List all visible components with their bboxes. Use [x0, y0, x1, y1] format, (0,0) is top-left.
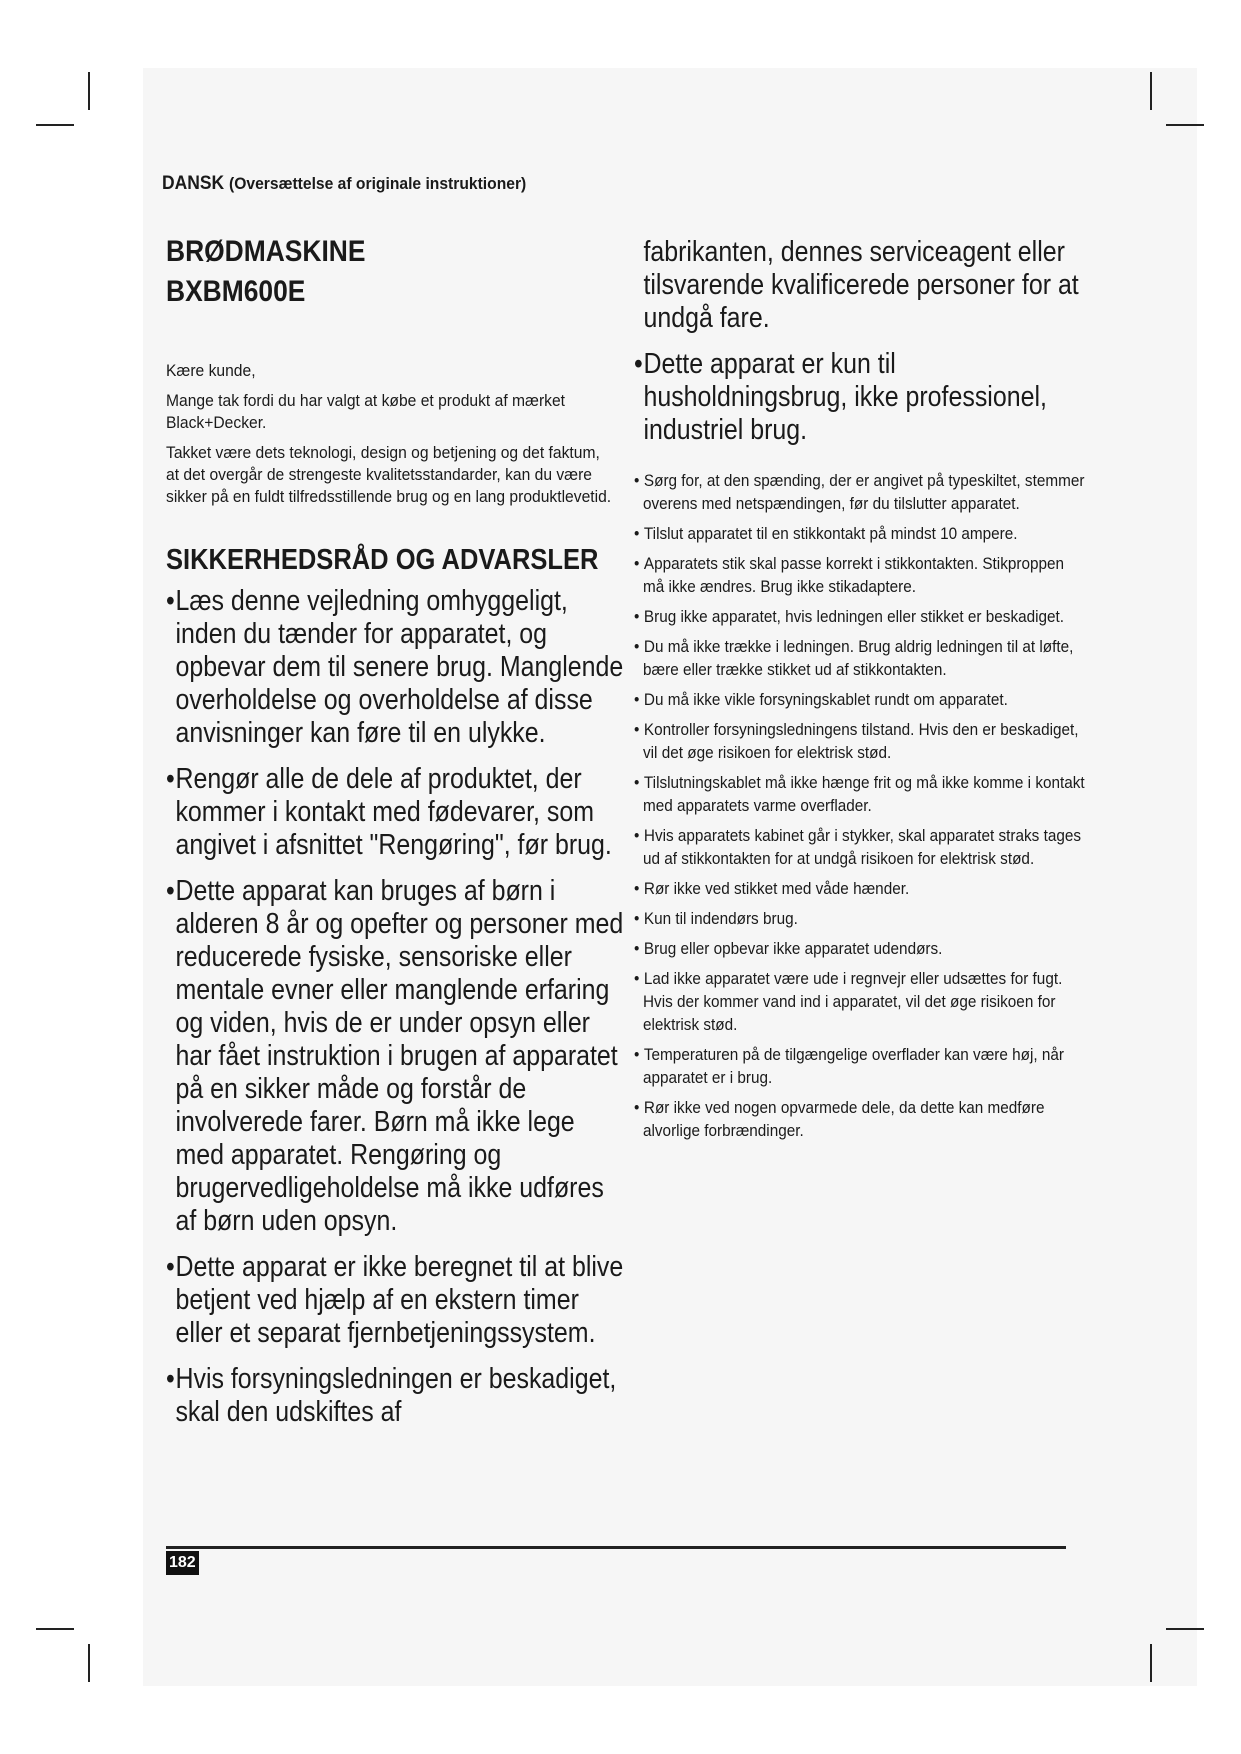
bullet-icon: •	[634, 1098, 640, 1117]
bullet-text: Hvis forsyningsledningen er beskadiget, skal den udskiftes af	[175, 1363, 617, 1428]
bullet-text: Læs denne vejledning omhyggeligt, inden du tænder for apparatet, og opbevar dem til senere brug. Manglende overholdelse og overholdelse af disse anvisninger kan føre til en ulykke.	[175, 585, 624, 749]
bullet-text: Rør ikke ved nogen opvarmede dele, da dette kan medføre alvorlige forbrændinger.	[643, 1098, 1045, 1140]
bullet-icon: •	[634, 524, 640, 543]
safety-bullet-small	[634, 967, 1089, 1036]
bullet-icon: •	[634, 554, 640, 573]
bullet-text: Brug ikke apparatet, hvis ledningen eller stikket er beskadiget.	[643, 607, 1065, 626]
bullet-text: Du må ikke trække i ledningen. Brug aldrig ledningen til at løfte, bære eller trække stikket ud af stikkontakten.	[643, 637, 1074, 679]
left-column	[166, 232, 624, 1442]
bullet-text: Hvis apparatets kabinet går i stykker, skal apparatet straks tages ud af stikkontakten for at undgå risikoen for elektrisk stød.	[643, 826, 1082, 868]
bullet-text: Kontroller forsyningsledningens tilstand. Hvis den er beskadiget, vil det øge risikoen for elektrisk stød.	[643, 720, 1079, 762]
safety-bullet-small	[634, 1043, 1089, 1089]
bullet-text: Lad ikke apparatet være ude i regnvejr eller udsættes for fugt. Hvis der kommer vand ind i apparatet, vil det øge risikoen for elektrisk stød.	[643, 969, 1063, 1034]
crop-mark	[1150, 72, 1152, 110]
safety-bullet-small	[634, 469, 1089, 515]
safety-bullet	[166, 1251, 624, 1350]
continuation-text: fabrikanten, dennes serviceagent eller tilsvarende kvalificerede personer for at undgå fare.	[643, 236, 1079, 334]
bullet-text: Temperaturen på de tilgængelige overflader kan være høj, når apparatet er i brug.	[643, 1045, 1065, 1087]
bullet-icon: •	[166, 585, 175, 617]
page-number: 182	[166, 1551, 199, 1575]
bullet-icon: •	[166, 1251, 175, 1283]
crop-mark	[1166, 124, 1204, 126]
crop-mark	[1166, 1628, 1204, 1630]
safety-bullet	[166, 1363, 624, 1429]
bullet-text: Rengør alle de dele af produktet, der kommer i kontakt med fødevarer, som angivet i afsnittet "Rengøring", før brug.	[175, 763, 612, 861]
section-title: SIKKERHEDSRÅD OG ADVARSLER	[166, 544, 599, 576]
bullet-icon: •	[634, 879, 640, 898]
bullet-text: Dette apparat er ikke beregnet til at blive betjent ved hjælp af en ekstern timer eller et separat fjernbetjeningssystem.	[175, 1251, 624, 1349]
bullet-text: Kun til indendørs brug.	[643, 909, 798, 928]
bullet-icon: •	[634, 348, 643, 380]
safety-bullet-small	[634, 1096, 1089, 1142]
product-name: BRØDMASKINE	[166, 235, 366, 268]
safety-bullet	[166, 875, 624, 1238]
safety-bullet-small	[634, 552, 1089, 598]
crop-mark	[36, 1628, 74, 1630]
bullet-icon: •	[166, 1363, 175, 1395]
bullet-icon: •	[634, 637, 640, 656]
safety-bullet-small	[634, 605, 1089, 628]
safety-bullet-small	[634, 688, 1089, 711]
bullet-icon: •	[166, 875, 175, 907]
crop-mark	[88, 72, 90, 110]
safety-bullet-small	[634, 937, 1089, 960]
bullet-text: Tilslutningskablet må ikke hænge frit og må ikke komme i kontakt med apparatets varme overflader.	[643, 773, 1085, 815]
bullet-icon: •	[166, 763, 175, 795]
header-subtitle: (Oversættelse af originale instruktioner)	[229, 174, 527, 193]
safety-bullet-small	[634, 635, 1089, 681]
right-column	[634, 236, 1084, 1149]
bullet-text: Sørg for, at den spænding, der er angivet på typeskiltet, stemmer overens med netspændingen, før du tilslutter apparatet.	[643, 471, 1085, 513]
bullet-text: Rør ikke ved stikket med våde hænder.	[643, 879, 910, 898]
safety-bullet-small	[634, 824, 1089, 870]
header-language: DANSK	[162, 173, 225, 194]
safety-bullet-small	[634, 718, 1089, 764]
bullet-text: Dette apparat er kun til husholdningsbrug, ikke professionel, industriel brug.	[643, 348, 1047, 446]
footer-rule	[166, 1546, 1066, 1549]
safety-bullet-small	[634, 771, 1089, 817]
bullet-icon: •	[634, 1045, 640, 1064]
intro-paragraph: Mange tak fordi du har valgt at købe et produkt af mærket Black+Decker.	[166, 391, 566, 432]
safety-bullet	[166, 763, 624, 862]
bullet-continuation	[634, 236, 1092, 335]
safety-bullet	[166, 585, 624, 750]
safety-bullet	[634, 348, 1092, 447]
bullet-icon: •	[634, 826, 640, 845]
bullet-icon: •	[634, 773, 640, 792]
bullet-text: Brug eller opbevar ikke apparatet udendørs.	[643, 939, 943, 958]
intro-paragraph: Takket være dets teknologi, design og betjening og det faktum, at det overgår de strengeste kvalitetsstandarder, kan du være sikker på en fuldt tilfredsstillende brug og en lang produktlevetid.	[166, 443, 612, 506]
safety-bullet-small	[634, 907, 1089, 930]
safety-bullet-small	[634, 877, 1089, 900]
bullet-icon: •	[634, 720, 640, 739]
bullet-icon: •	[634, 607, 640, 626]
bullet-icon: •	[634, 969, 640, 988]
crop-mark	[36, 124, 74, 126]
crop-mark	[1150, 1644, 1152, 1682]
intro-greeting: Kære kunde,	[166, 361, 256, 380]
safety-bullet-small	[634, 522, 1089, 545]
bullet-text: Du må ikke vikle forsyningskablet rundt om apparatet.	[643, 690, 1008, 709]
intro-block	[166, 360, 616, 508]
bullet-text: Dette apparat kan bruges af børn i alderen 8 år og opefter og personer med reducerede fysiske, sensoriske eller mentale evner eller manglende erfaring og viden, hvis de er under opsyn eller har fået instruktion i brugen af apparatet på en sikker måde og forstår de involverede farer. Børn må ikke lege med apparatet. Rengøring og brugervedligeholdelse må ikke udføres af børn uden opsyn.	[175, 875, 624, 1237]
bullet-icon: •	[634, 909, 640, 928]
bullet-text: Tilslut apparatet til en stikkontakt på mindst 10 ampere.	[643, 524, 1018, 543]
bullet-text: Apparatets stik skal passe korrekt i stikkontakten. Stikproppen må ikke ændres. Brug ikke stikadaptere.	[643, 554, 1065, 596]
crop-mark	[88, 1644, 90, 1682]
bullet-icon: •	[634, 690, 640, 709]
bullet-icon: •	[634, 939, 640, 958]
product-model: BXBM600E	[166, 275, 306, 308]
page-header	[162, 173, 526, 195]
bullet-icon: •	[634, 471, 640, 490]
